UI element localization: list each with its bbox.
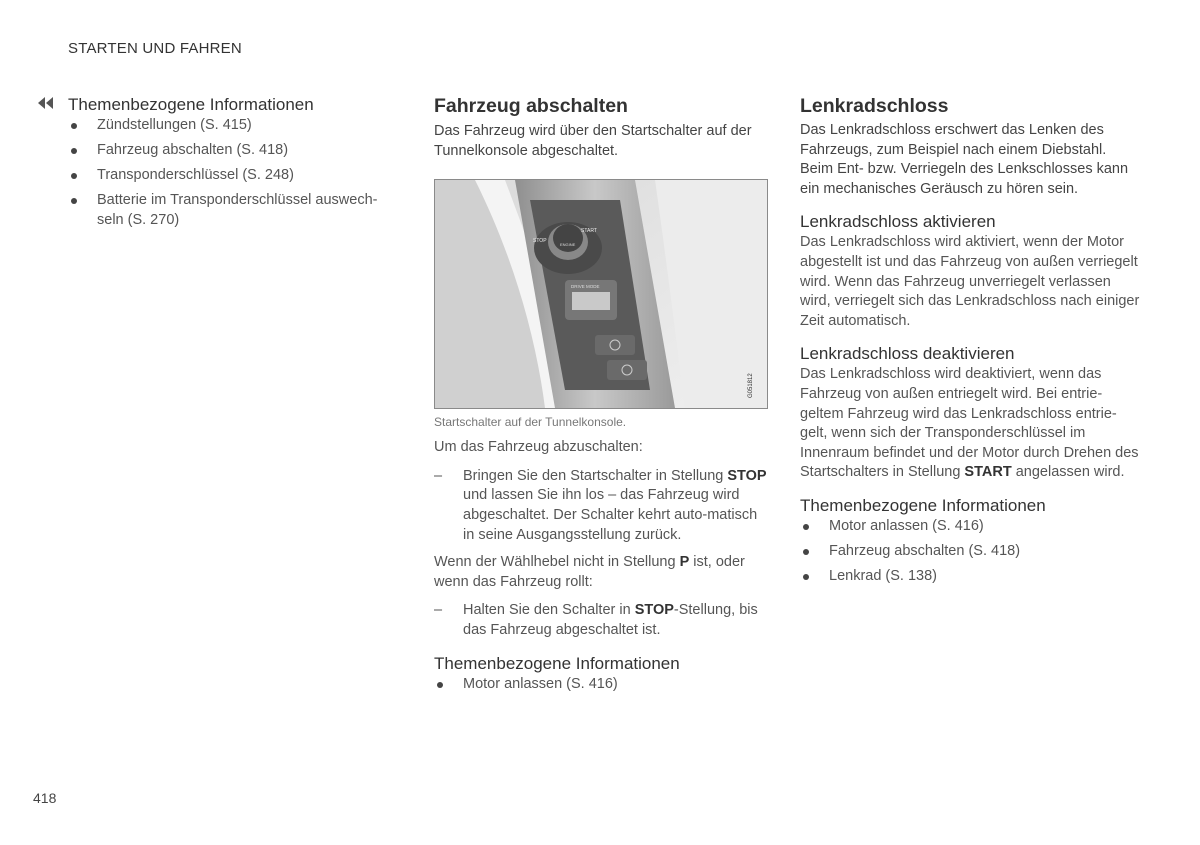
keyword: STOP: [634, 602, 674, 619]
bullet-icon: [71, 198, 77, 204]
related-info-heading: Themenbezogene Informationen: [434, 653, 680, 673]
list-item[interactable]: Motor anlassen (S. 416): [434, 675, 770, 695]
related-info-list: [68, 116, 396, 230]
instruction-text: Um das Fahrzeug abzuschalten:: [434, 439, 643, 456]
intro-text: Das Fahrzeug wird über den Startschalter auf der Tunnelkonsole abgeschaltet.: [434, 123, 752, 159]
related-info-column: [36, 94, 396, 236]
list-item[interactable]: Motor anlassen (S. 416): [800, 517, 1140, 537]
activate-heading: Lenkradschloss aktivieren: [800, 212, 996, 232]
image-code: G051812: [748, 373, 754, 399]
bullet-icon: [71, 148, 77, 154]
bullet-icon: [803, 524, 809, 530]
list-item[interactable]: Batterie im Transponderschlüssel auswech-seln (S. 270): [68, 191, 396, 230]
keyword: STOP: [727, 467, 767, 484]
start-label: START: [581, 228, 597, 235]
list-item[interactable]: Zündstellungen (S. 415): [68, 116, 396, 136]
drive-mode-label: DRIVE MODE: [571, 284, 600, 290]
list-item[interactable]: Transponderschlüssel (S. 248): [68, 166, 396, 186]
list-item[interactable]: Lenkrad (S. 138): [800, 567, 1140, 587]
condition-text: Wenn der Wählhebel nicht in Stellung P ist, oder wenn das Fahrzeug rollt:: [434, 554, 745, 590]
bullet-icon: [71, 123, 77, 129]
related-info-heading: Themenbezogene Informationen: [800, 495, 1046, 515]
activate-text: Das Lenkradschloss wird aktiviert, wenn der Motor abgestellt ist und das Fahrzeug von außen verriegelt wird. Wenn das Fahrzeug unverriegelt verlassen wird, verriegelt sich das Lenkradschloss nach einiger Zeit automatisch.: [800, 234, 1140, 329]
deactivate-heading: Lenkradschloss deaktivieren: [800, 344, 1015, 364]
stop-label: STOP: [533, 238, 547, 245]
console-illustration: [435, 180, 767, 408]
keyword: START: [964, 464, 1012, 481]
engine-label: ENGINE: [560, 242, 576, 248]
bullet-icon: [71, 173, 77, 179]
related-info-heading: Themenbezogene Informationen: [68, 95, 314, 114]
list-item[interactable]: Fahrzeug abschalten (S. 418): [800, 542, 1140, 562]
list-item[interactable]: Fahrzeug abschalten (S. 418): [68, 141, 396, 161]
step-item: – Bringen Sie den Startschalter in Stellung STOP und lassen Sie ihn los – das Fahrzeug wird abgeschaltet. Der Schalter kehrt auto-matisch in seine Ausgangsstellung zurück.: [434, 467, 767, 543]
deactivate-text: Das Lenkradschloss wird deaktiviert, wenn das Fahrzeug von außen entriegelt wird. Bei entrie-geltem Fahrzeug wird das Lenkradschloss entrie-gelt, wenn sich der Transponderschlüssel im Innenraum befindet und der Motor durch Drehen des Startschalters in Stellung START angelassen wird.: [800, 366, 1139, 481]
section-header: STARTEN UND FAHREN: [68, 40, 242, 57]
bullet-icon: [803, 549, 809, 555]
steering-lock-section: [800, 94, 1140, 592]
intro-text: Das Lenkradschloss erschwert das Lenken des Fahrzeugs, zum Beispiel nach einem Diebstahl. Beim Ent- bzw. Verriegeln des Lenkschlosses kann ein mechanisches Geräusch zu hören sein.: [800, 122, 1129, 197]
section-title: Fahrzeug abschalten: [434, 95, 628, 117]
related-info-list: [800, 517, 1140, 587]
bullet-icon: [437, 682, 443, 688]
shutdown-section: [434, 94, 770, 700]
section-title: Lenkradschloss: [800, 95, 949, 117]
step-item: – Halten Sie den Schalter in STOP-Stellung, bis das Fahrzeug abgeschaltet ist.: [434, 602, 758, 638]
double-chevron-left-icon[interactable]: [36, 96, 58, 110]
photo-caption: Startschalter auf der Tunnelkonsole.: [434, 415, 627, 430]
related-info-list: [434, 675, 770, 695]
keyword: P: [679, 554, 690, 571]
bullet-icon: [803, 574, 809, 580]
tunnel-console-photo: [434, 179, 768, 409]
page-number: 418: [33, 790, 57, 806]
